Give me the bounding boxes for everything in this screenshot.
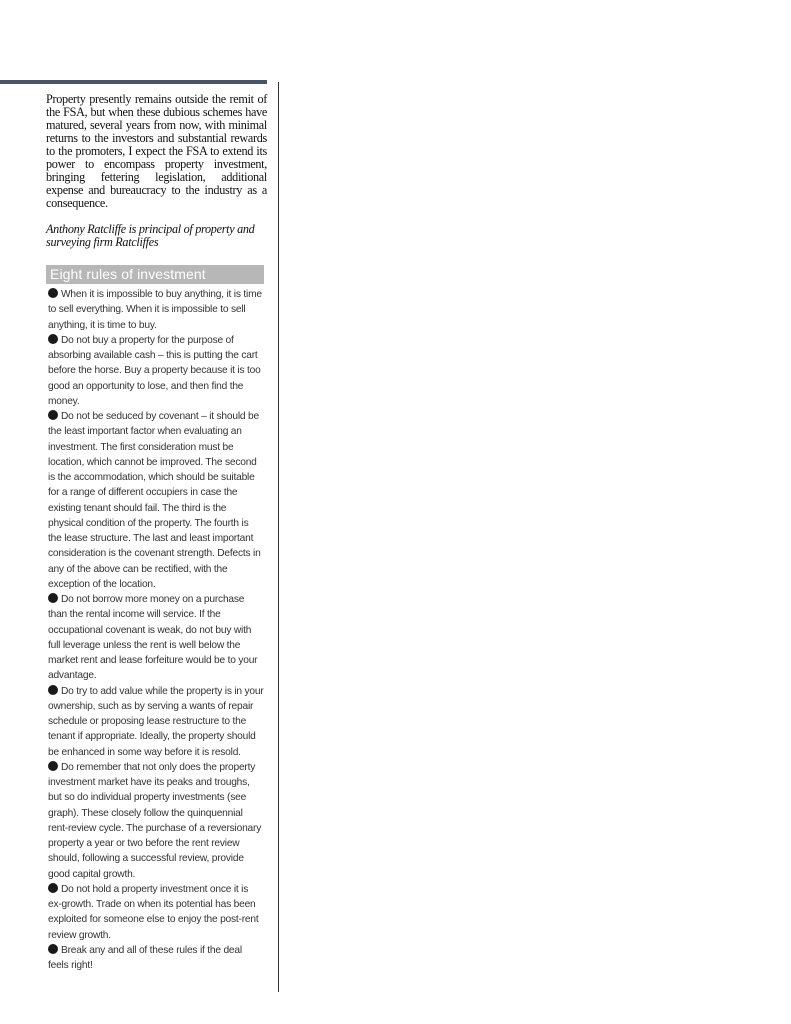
rule-item: [48, 943, 264, 974]
rules-box: [46, 265, 264, 973]
rule-text: Break any and all of these rules if the deal feels right!: [48, 944, 242, 971]
top-rule: [0, 80, 267, 84]
rule-item: [48, 287, 264, 333]
author-byline: Anthony Ratcliffe is principal of property and surveying firm Ratcliffes: [46, 222, 255, 249]
article-paragraph: Property presently remains outside the remit of the FSA, but when these dubious schemes have matured, several years from now, with minimal returns to the investors and substantial rewards to the promoters, I expect the FSA to extend its power to encompass property investment, bringing fettering legislation, additional expense and bureaucracy to the industry as a consequence.: [46, 92, 267, 210]
rule-text: Do not be seduced by covenant – it should be the least important factor when evaluating an investment. The first consideration must be location, which cannot be improved. The second is the accommodation, which should be suitable for a range of different occupiers in case the existing tenant should fail. The third is the physical condition of the property. The fourth is the lease structure. The last and least important consideration is the covenant strength. Defects in any of the above can be rectified, with the exception of the location.: [48, 411, 261, 590]
rule-text: Do not buy a property for the purpose of absorbing available cash – this is putting the cart before the horse. Buy a property because it is too good an opportunity to lose, and then find the money.: [48, 334, 261, 407]
article-text: [46, 93, 267, 249]
rule-item: [48, 760, 264, 882]
rule-text: Do not borrow more money on a purchase than the rental income will service. If the occupational covenant is weak, do not buy with full leverage unless the rent is well below the market rent and lease forfeiture would be to your advantage.: [48, 594, 258, 682]
rule-item: [48, 882, 264, 943]
rule-text: Do try to add value while the property is in your ownership, such as by serving a wants of repair schedule or proposing lease restructure to the tenant if appropriate. Ideally, the property should be enhanced in some way before it is resold.: [48, 685, 264, 758]
rule-item: [48, 333, 264, 409]
rules-heading: Eight rules of investment: [46, 265, 264, 284]
rule-item: [48, 592, 264, 684]
bullet-icon: [48, 593, 58, 603]
bullet-icon: [48, 288, 58, 298]
bullet-icon: [48, 410, 58, 420]
bullet-icon: [48, 944, 58, 954]
bullet-icon: [48, 334, 58, 344]
bullet-icon: [48, 883, 58, 893]
bullet-icon: [48, 685, 58, 695]
rule-text: Do remember that not only does the property investment market have its peaks and troughs, but so do individual property investments (see graph). These closely follow the quinquennial rent-review cycle. The purchase of a reversionary property a year or two before the rent review should, following a successful review, provide good capital growth.: [48, 761, 262, 880]
rule-item: [48, 684, 264, 760]
rule-text: When it is impossible to buy anything, it is time to sell everything. When it is impossible to sell anything, it is time to buy.: [48, 289, 262, 331]
bullet-icon: [48, 761, 58, 771]
rule-text: Do not hold a property investment once it is ex-growth. Trade on when its potential has been exploited for someone else to enjoy the post-rent review growth.: [48, 883, 259, 941]
rule-item: [48, 409, 264, 592]
column-rule: [278, 82, 279, 992]
rules-list: [48, 287, 264, 973]
